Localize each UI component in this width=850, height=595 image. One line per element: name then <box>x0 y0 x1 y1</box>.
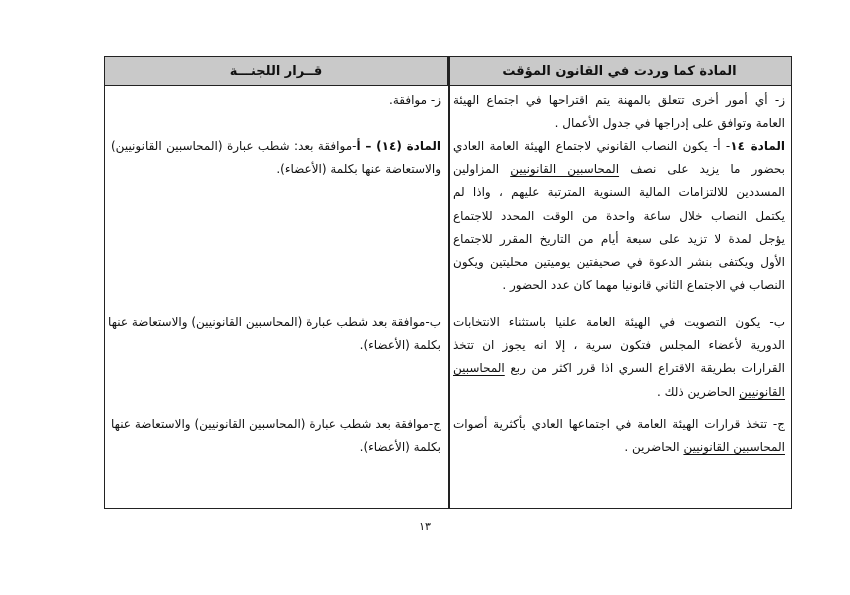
text-line <box>453 158 785 181</box>
underlined-term: القانونيين <box>739 384 785 399</box>
clause-z <box>453 89 785 135</box>
underlined-term: المحاسبين <box>453 361 505 376</box>
text-line: ز- موافقة. <box>389 93 441 107</box>
text-line <box>453 436 785 459</box>
text-line: والاستعاضة عنها بكلمة (الأعضاء). <box>276 162 441 177</box>
clause-j <box>453 413 785 459</box>
text-fragment: - أ- يكون النصاب القانوني لاجتماع الهيئة العامة العادي <box>453 139 731 153</box>
underlined-term: المحاسبين القانونيين <box>683 440 785 455</box>
clause-b <box>453 311 785 404</box>
header-committee-decision: قــرار اللجنـــة <box>105 57 448 85</box>
text-line: بكلمة (الأعضاء). <box>359 338 441 353</box>
text-fragment: الحاضرين ذلك . <box>656 384 740 399</box>
text-fragment: القرارات بطريقة الاقتراع السري اذا قرر اكثر من ربع <box>504 361 785 376</box>
text-line: بكلمة (الأعضاء). <box>359 440 441 455</box>
header-law-article: المادة كما وردت في القانون المؤقت <box>502 63 737 79</box>
text-line: ج- تتخذ قرارات الهيئة العامة في اجتماعها العادي بأكثرية أصوات <box>453 417 785 431</box>
text-line: يكتمل النصاب خلال ساعة واحدة من الوقت المحدد للاجتماع <box>453 208 785 223</box>
text-fragment: -موافقة بعد: شطب عبارة (المحاسبين القانونيين) <box>111 139 357 153</box>
text-line: ز- أي أمور أخرى تتعلق بالمهنة يتم اقتراحها في اجتماع الهيئة <box>453 93 785 107</box>
law-article-column <box>453 87 785 508</box>
text-line: الدورية لأعضاء المجلس فتكون سرية ، إلا انه يجوز ان تتخذ <box>453 338 785 353</box>
text-line: الأول ويكتفى بنشر الدعوة في صحيفتين يوميتين محليتين ويكون <box>453 255 785 270</box>
text-line: العامة وتوافق على إدراجها في جدول الأعمال . <box>554 116 785 131</box>
text-line: يؤجل لمدة لا تزيد على سبعة أيام من التاريخ المقرر للاجتماع <box>453 231 785 246</box>
text-line <box>453 135 785 158</box>
text-line: المسددين للالتزامات المالية السنوية المترتبة عليهم ، واذا لم <box>453 185 785 200</box>
text-line <box>453 357 785 380</box>
text-line <box>111 135 441 158</box>
text-line: ب- يكون التصويت في الهيئة العامة علنيا باستثناء الانتخابات <box>453 315 785 329</box>
committee-decision-column <box>108 87 442 508</box>
page-number: ١٣ <box>419 520 431 533</box>
column-divider <box>448 57 450 508</box>
article-label: المادة (١٤) – أ <box>356 139 442 153</box>
text-fragment: المزاولين <box>453 162 511 177</box>
decision-b <box>108 311 441 357</box>
text-line: ب-موافقة بعد شطب عبارة (المحاسبين القانونيين) والاستعاضة عنها <box>108 315 441 329</box>
text-line <box>453 381 785 404</box>
article-label: المادة ١٤ <box>730 139 785 153</box>
comparison-table <box>104 56 792 509</box>
decision-j <box>111 413 441 459</box>
underlined-term: المحاسبين القانونيين <box>510 162 620 177</box>
decision-z <box>111 89 441 112</box>
text-fragment: بحضور ما يزيد على نصف <box>619 162 786 177</box>
article-14-a <box>453 135 785 297</box>
decision-article-14 <box>111 135 441 181</box>
text-line: ج-موافقة بعد شطب عبارة (المحاسبين القانونيين) والاستعاضة عنها <box>111 417 441 431</box>
text-fragment: الحاضرين . <box>624 440 684 455</box>
text-line: النصاب في الاجتماع الثاني قانونيا مهما كان عدد الحضور . <box>502 278 785 293</box>
